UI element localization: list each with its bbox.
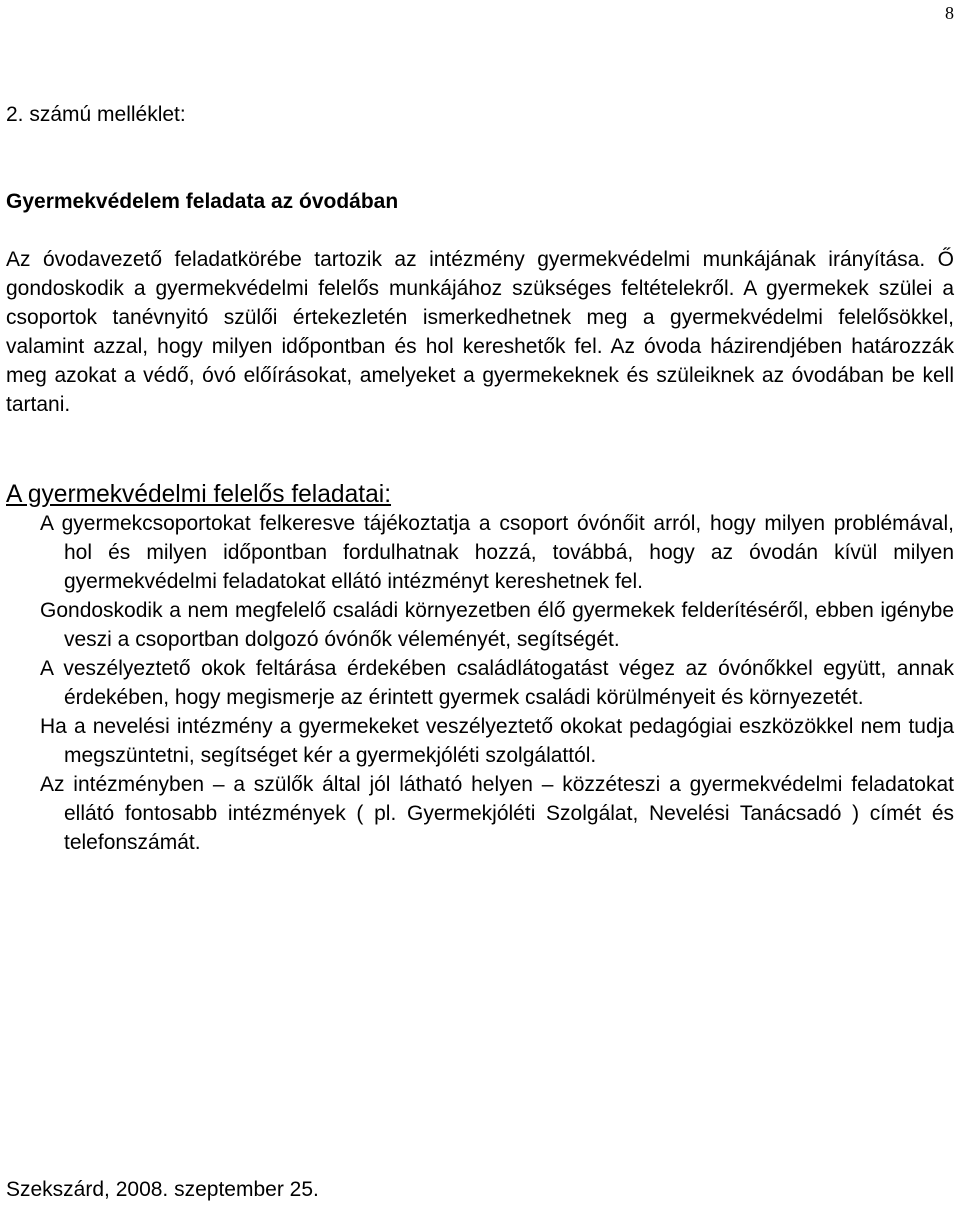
- duties-heading: A gyermekvédelmi felelős feladatai:: [6, 481, 392, 508]
- duty-item: A veszélyeztető okok feltárása érdekében családlátogatást végez az óvónőkkel együtt, annak érdekében, hogy megismerje az érintett gyermek családi körülményeit és környezetét.: [40, 657, 954, 709]
- document-title: Gyermekvédelem feladata az óvodában: [6, 190, 399, 213]
- footer-date: Szekszárd, 2008. szeptember 25.: [6, 1178, 319, 1201]
- duty-item: Gondoskodik a nem megfelelő családi környezetben élő gyermekek felderítéséről, ebben igénybe veszi a csoportban dolgozó óvónők véleményét, segítségét.: [40, 599, 954, 651]
- page-number: 8: [945, 3, 954, 23]
- duties-list: [40, 509, 954, 857]
- duty-item: Ha a nevelési intézmény a gyermekeket veszélyeztető okokat pedagógiai eszközökkel nem tudja megszüntetni, segítséget kér a gyermekjóléti szolgálattól.: [40, 715, 954, 767]
- intro-paragraph: Az óvodavezető feladatkörébe tartozik az intézmény gyermekvédelmi munkájának irányítása. Ő gondoskodik a gyermekvédelmi felelős munkájához szükséges feltételekről. A gyermekek szülei a csoportok tanévnyitó szülői értekezletén ismerkedhetnek meg a gyermekvédelmi felelősökkel, valamint azzal, hogy milyen időpontban és hol kereshetők fel. Az óvoda házirendjében határozzák meg azokat a védő, óvó előírásokat, amelyeket a gyermekeknek és szüleiknek az óvodában be kell tartani.: [6, 248, 954, 416]
- duty-item: A gyermekcsoportokat felkeresve tájékoztatja a csoport óvónőit arról, hogy milyen problémával, hol és milyen időpontban fordulhatnak hozzá, továbbá, hogy az óvodán kívül milyen gyermekvédelmi feladatokat ellátó intézményt kereshetnek fel.: [40, 512, 954, 593]
- annex-label: 2. számú melléklet:: [6, 103, 186, 126]
- duty-item: Az intézményben – a szülők által jól látható helyen – közzéteszi a gyermekvédelmi feladatokat ellátó fontosabb intézmények ( pl. Gyermekjóléti Szolgálat, Nevelési Tanácsadó ) címét és telefonszámát.: [40, 773, 954, 854]
